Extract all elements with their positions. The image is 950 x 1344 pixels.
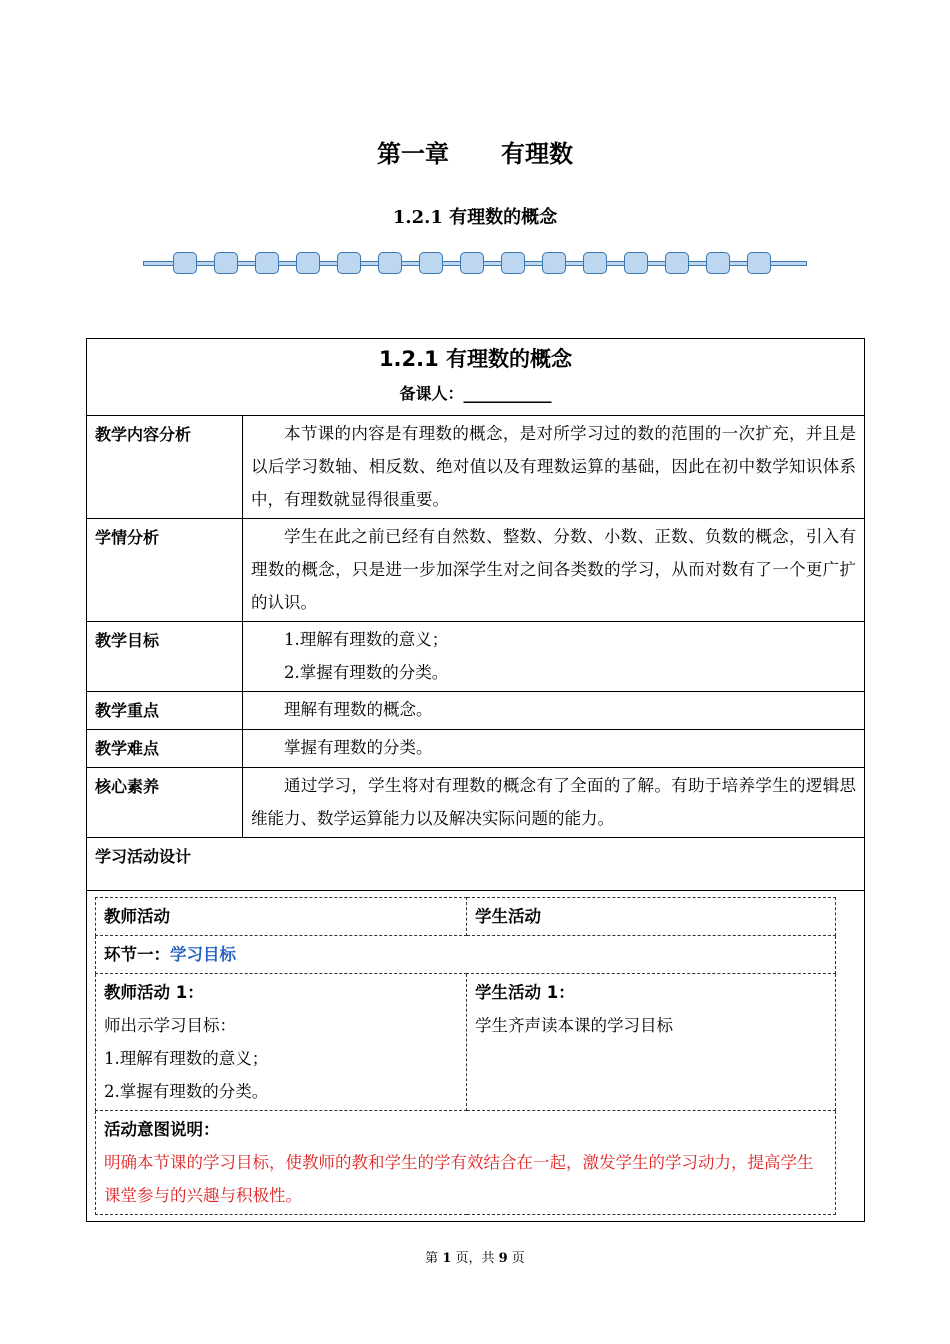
row-text: 掌握有理数的分类。	[284, 738, 433, 757]
row-label: 教学重点	[87, 692, 243, 730]
chain-bead	[542, 252, 566, 274]
row-label: 核心素养	[87, 768, 243, 838]
row-label: 学情分析	[87, 519, 243, 622]
total-pages: 9	[498, 1251, 508, 1266]
preparer-line	[87, 375, 864, 415]
row-text: 2.掌握有理数的分类。	[284, 663, 449, 682]
teacher-activity-header: 教师活动	[96, 898, 467, 936]
lesson-title: 1.2.1 有理数的概念	[378, 347, 573, 371]
teacher-activity-title: 教师活动 1：	[104, 983, 204, 1002]
intent-cell	[96, 1111, 836, 1215]
section-row	[96, 936, 836, 974]
student-activity-title: 学生活动 1：	[475, 983, 575, 1002]
activity-table-wrap	[95, 897, 836, 1215]
section-name: 学习目标	[170, 945, 236, 964]
row-teaching-goals	[87, 622, 865, 692]
activity-table	[95, 897, 836, 1215]
row-key-point	[87, 692, 865, 730]
row-student-analysis	[87, 519, 865, 622]
teacher-activity-line: 1.理解有理数的意义；	[104, 1049, 269, 1068]
row-label: 教学目标	[87, 622, 243, 692]
page-footer	[0, 1247, 950, 1266]
chain-bead	[624, 252, 648, 274]
row-text: 学生在此之前已经有自然数、整数、分数、小数、正数、负数的概念，引入有理数的概念，只是进一步加深学生对之间各类数的学习，从而对数有了一个更广扩的认识。	[251, 527, 856, 612]
section-prefix: 环节一：	[104, 945, 170, 964]
teacher-activity-line: 2.掌握有理数的分类。	[104, 1082, 269, 1101]
chain-bead	[747, 252, 771, 274]
student-activity-line: 学生齐声读本课的学习目标	[475, 1016, 673, 1035]
teacher-activity-line: 师出示学习目标：	[104, 1016, 236, 1035]
chain-bead	[706, 252, 730, 274]
student-activity-header: 学生活动	[467, 898, 836, 936]
chapter-name: 有理数	[501, 139, 573, 168]
row-text: 本节课的内容是有理数的概念，是对所学习过的数的范围的一次扩充，并且是以后学习数轴、相反数、绝对值以及有理数运算的基础，因此在初中数学知识体系中，有理数就显得很重要。	[251, 424, 856, 509]
chain-bead	[460, 252, 484, 274]
chain-bead	[665, 252, 689, 274]
current-page: 1	[442, 1251, 452, 1266]
row-activity-design	[87, 838, 865, 891]
chain-bead	[173, 252, 197, 274]
chapter-title	[0, 134, 950, 169]
student-activity-cell	[467, 974, 836, 1111]
row-label: 教学内容分析	[87, 416, 243, 519]
chain-bead	[255, 252, 279, 274]
intent-text: 明确本节课的学习目标，使教师的教和学生的学有效结合在一起，激发学生的学习动力，提高学生课堂参与的兴趣与积极性。	[104, 1153, 814, 1205]
preparer-label: 备课人：	[399, 384, 464, 403]
row-text: 1.理解有理数的意义；	[284, 630, 449, 649]
chain-bead	[296, 252, 320, 274]
row-content-analysis	[87, 416, 865, 519]
footer-post: 页	[507, 1251, 525, 1266]
chain-bead	[378, 252, 402, 274]
chain-bead	[501, 252, 525, 274]
decorative-bead-chain	[143, 250, 807, 278]
intent-label: 活动意图说明：	[104, 1120, 220, 1139]
row-text: 理解有理数的概念。	[284, 700, 433, 719]
chain-bead	[419, 252, 443, 274]
row-text: 通过学习，学生将对有理数的概念有了全面的了解。有助于培养学生的逻辑思维能力、数学运算能力以及解决实际问题的能力。	[251, 776, 856, 828]
footer-mid: 页，共	[451, 1251, 499, 1266]
row-core-literacy	[87, 768, 865, 838]
preparer-value: ___________	[463, 384, 552, 403]
row-difficulty	[87, 730, 865, 768]
chapter-number: 第一章	[377, 139, 449, 168]
activity-design-label: 学习活动设计	[87, 838, 865, 891]
chain-bead	[583, 252, 607, 274]
chain-bead	[214, 252, 238, 274]
teacher-activity-cell	[96, 974, 467, 1111]
footer-pre: 第	[425, 1251, 443, 1266]
section-subtitle: 1.2.1 有理数的概念	[392, 207, 558, 228]
chain-bead	[337, 252, 361, 274]
row-label: 教学难点	[87, 730, 243, 768]
